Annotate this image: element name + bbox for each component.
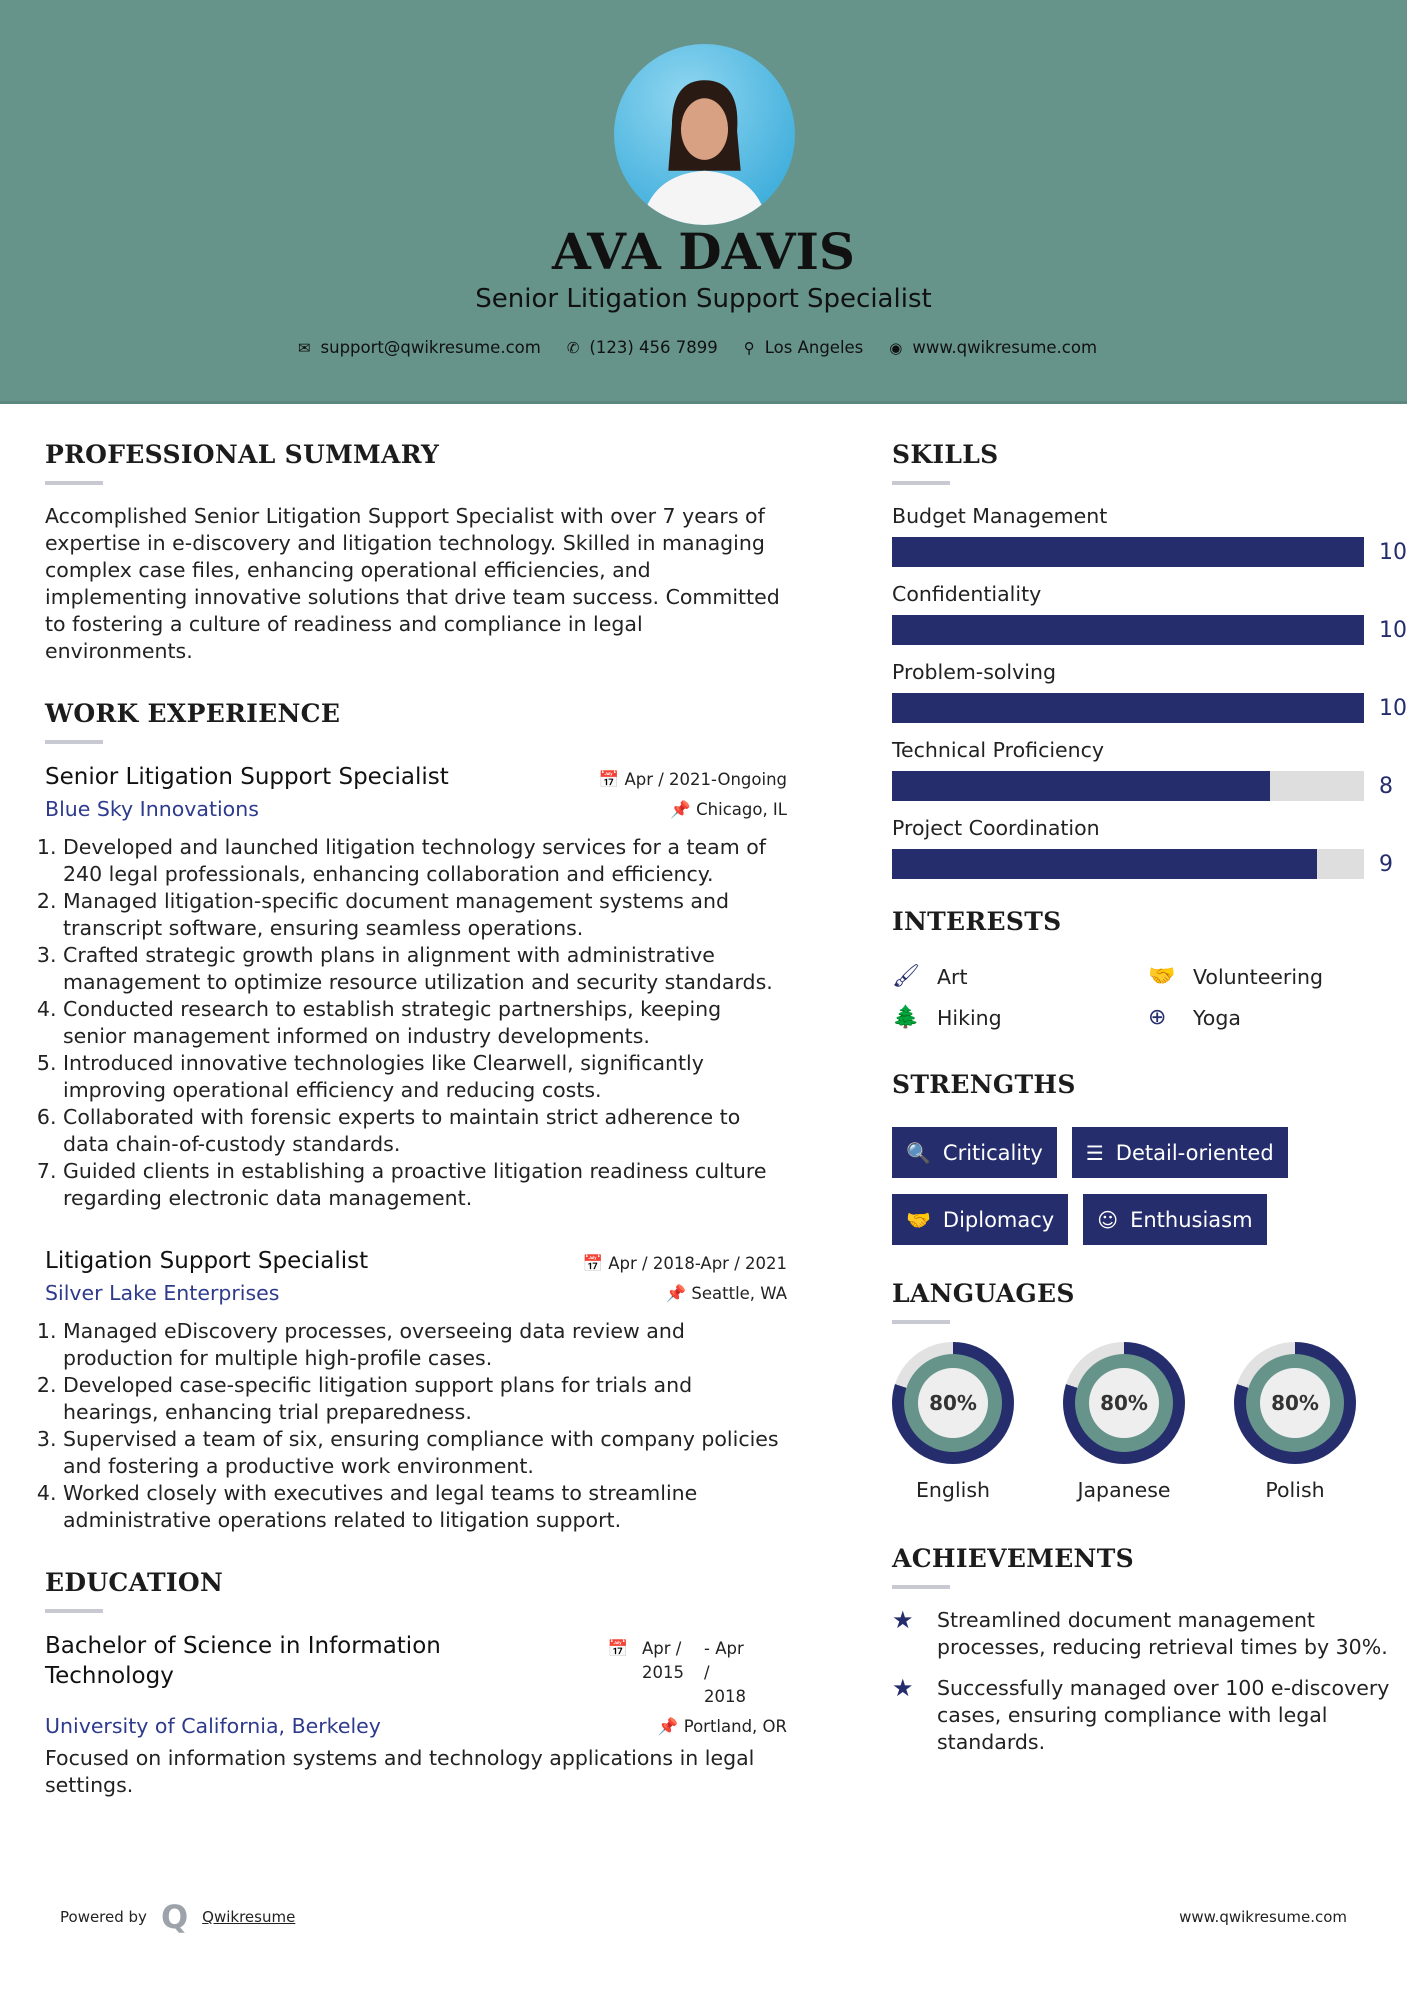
interest-item: 🌲 Hiking [892,1005,1002,1030]
calendar-icon: 📅 [582,1254,609,1273]
calendar-icon: 📅 [607,1639,628,1658]
education-description: Focused on information systems and technology applications in legal settings. [45,1746,755,1797]
skills-section [892,440,1407,879]
job-title: Litigation Support Specialist [45,1248,369,1274]
handshake-icon: 🤝 [1148,964,1176,989]
job-dates: Apr / 2021-Ongoing [624,770,787,789]
section-heading: LANGUAGES [892,1279,1075,1308]
skill-item [892,581,1407,645]
calendar-icon: 📅 [598,770,625,789]
candidate-name: AVA DAVIS [551,222,856,281]
job-title: Senior Litigation Support Specialist [45,764,449,790]
language-percent: 80% [918,1368,988,1438]
interest-item: 🤝 Volunteering [1148,964,1324,989]
skill-bar [892,615,1364,645]
job-entry [45,762,787,1212]
phone-icon: ✆ [566,338,580,357]
divider [45,481,103,485]
interest-item: 🖌 Art [892,964,968,989]
bullet-item: 7. Guided clients in establishing a proactive litigation readiness culture regarding electronic data management. [63,1158,787,1212]
section-heading: WORK EXPERIENCE [45,699,341,728]
job-bullets [63,834,787,1212]
skill-bar [892,771,1364,801]
language-item [1063,1342,1185,1502]
contact-location: ⚲ Los Angeles [743,338,864,357]
brand-link[interactable]: Qwikresume [202,1908,296,1926]
smile-icon: ☺ [1097,1207,1119,1232]
language-percent: 80% [1260,1368,1330,1438]
language-name: Japanese [1077,1478,1171,1502]
skill-value: 10 [1379,617,1407,643]
job-dates: Apr / 2018-Apr / 2021 [608,1254,787,1273]
pin-icon: 📌 [665,1284,692,1303]
skill-value: 10 [1379,539,1407,565]
achievement-item: ★ Successfully managed over 100 e-discovery cases, ensuring compliance with legal standards. [892,1674,1390,1754]
experience-section [45,699,787,1534]
section-heading: EDUCATION [45,1568,224,1597]
skill-name: Problem-solving [892,660,1056,684]
summary-section [45,440,787,665]
bullet-item: 4. Conducted research to establish strategic partnerships, keeping senior management informed on industry developments. [63,996,787,1050]
divider [45,1609,103,1613]
skill-bar-fill [892,537,1364,567]
education-section [45,1568,787,1799]
job-location: Seattle, WA [691,1284,787,1303]
skill-name: Project Coordination [892,816,1100,840]
strengths-section [892,1070,1407,1245]
skill-name: Confidentiality [892,582,1042,606]
language-donut [892,1342,1014,1464]
skill-bar-fill [892,615,1364,645]
company-name: Silver Lake Enterprises [45,1281,280,1305]
footer [60,1898,1347,1936]
footer-website[interactable]: www.qwikresume.com [1179,1908,1347,1926]
achievement-item: ★ Streamlined document management processes, reducing retrieval times by 30%. [892,1606,1388,1659]
skill-item [892,815,1407,879]
strength-tag: 🤝 Diplomacy [892,1194,1068,1245]
pin-icon: 📌 [657,1717,684,1736]
job-entry [45,1246,787,1534]
divider [892,481,950,485]
pin-icon: 📌 [670,800,697,819]
job-location: Chicago, IL [696,800,787,819]
degree-title: Bachelor of Science in Information Technology [45,1633,441,1689]
language-item [1234,1342,1356,1502]
divider [892,1585,950,1589]
interest-item: ⊕ Yoga [1148,1005,1241,1030]
skill-name: Budget Management [892,504,1108,528]
strength-tag: ☰ Detail-oriented [1072,1127,1288,1178]
right-column [892,440,1407,1833]
section-heading: PROFESSIONAL SUMMARY [45,440,440,469]
powered-by-label: Powered by [60,1908,147,1926]
handshake-icon: 🤝 [906,1207,931,1232]
qwikresume-logo: Q [160,1898,189,1936]
contact-bar [0,338,1407,357]
profile-photo [614,44,795,225]
globe-icon: ◉ [889,338,903,357]
school-name: University of California, Berkeley [45,1714,381,1738]
skill-bar-fill [892,693,1364,723]
skill-value: 9 [1379,851,1393,877]
bullet-item: 1. Developed and launched litigation technology services for a team of 240 legal professionals, enhancing collaboration and efficiency. [63,834,787,888]
section-heading: ACHIEVEMENTS [892,1544,1134,1573]
divider [892,942,950,946]
languages-section [892,1279,1407,1502]
skill-item [892,737,1407,801]
contact-email[interactable]: ✉ support@qwikresume.com [297,338,541,357]
skill-item [892,659,1407,723]
divider [892,1320,950,1324]
language-item [892,1342,1014,1502]
summary-text: Accomplished Senior Litigation Support Specialist with over 7 years of expertise in e-discovery and litigation technology. Skilled in managing complex case files, enhancing operational efficiencies, and implementing innovative solutions that drive team success. Committed to fostering a culture of readiness and compliance in legal environments. [45,504,780,663]
bullet-item: 6. Collaborated with forensic experts to maintain strict adherence to data chain-of-custody standards. [63,1104,787,1158]
paintbrush-icon: 🖌 [892,964,920,989]
language-name: Polish [1265,1478,1325,1502]
search-icon: 🔍 [906,1140,931,1165]
bullet-item: 2. Managed litigation-specific document management systems and transcript software, ensuring seamless operations. [63,888,787,942]
map-marker-icon: ⚲ [743,338,755,357]
skill-bar [892,537,1364,567]
star-icon: ★ [892,1606,914,1634]
tree-icon: 🌲 [892,1005,920,1030]
lifering-icon: ⊕ [1148,1005,1167,1030]
skill-item [892,503,1407,567]
section-heading: SKILLS [892,440,999,469]
bullet-item: 1. Managed eDiscovery processes, overseeing data review and production for multiple high-profile cases. [63,1318,787,1372]
contact-phone[interactable]: ✆ (123) 456 7899 [566,338,718,357]
resume-header [0,0,1407,404]
skill-bar [892,693,1364,723]
strength-tag: ☺ Enthusiasm [1083,1194,1266,1245]
language-donut [1063,1342,1185,1464]
skill-name: Technical Proficiency [892,738,1105,762]
skill-bar-fill [892,849,1317,879]
bullet-item: 3. Crafted strategic growth plans in alignment with administrative management to optimize resource utilization and security standards. [63,942,787,996]
education-location: Portland, OR [683,1717,787,1736]
skill-value: 10 [1379,695,1407,721]
divider [892,1105,950,1109]
company-name: Blue Sky Innovations [45,797,259,821]
bullet-item: 4. Worked closely with executives and legal teams to streamline administrative operations related to litigation support. [63,1480,787,1534]
achievements-section [892,1544,1407,1756]
language-name: English [915,1478,991,1502]
skill-value: 8 [1379,773,1393,799]
divider [45,740,103,744]
bullet-item: 3. Supervised a team of six, ensuring compliance with company policies and fostering a productive work environment. [63,1426,787,1480]
language-percent: 80% [1089,1368,1159,1438]
skill-bar-fill [892,771,1270,801]
interests-section [892,907,1407,1030]
left-column [45,440,787,1833]
bullet-item: 5. Introduced innovative technologies like Clearwell, significantly improving operational efficiency and reducing costs. [63,1050,787,1104]
education-dates: 📅 Apr / 2015 - Apr / 2018 [607,1637,752,1709]
list-icon: ☰ [1085,1140,1104,1165]
section-heading: STRENGTHS [892,1070,1076,1099]
skill-bar [892,849,1364,879]
star-icon: ★ [892,1674,914,1702]
language-donut [1234,1342,1356,1464]
envelope-icon: ✉ [297,338,311,357]
job-bullets [63,1318,787,1534]
contact-website[interactable]: ◉ www.qwikresume.com [889,338,1098,357]
strength-tag: 🔍 Criticality [892,1127,1057,1178]
section-heading: INTERESTS [892,907,1062,936]
bullet-item: 2. Developed case-specific litigation support plans for trials and hearings, enhancing trial preparedness. [63,1372,787,1426]
candidate-title: Senior Litigation Support Specialist [475,284,932,314]
